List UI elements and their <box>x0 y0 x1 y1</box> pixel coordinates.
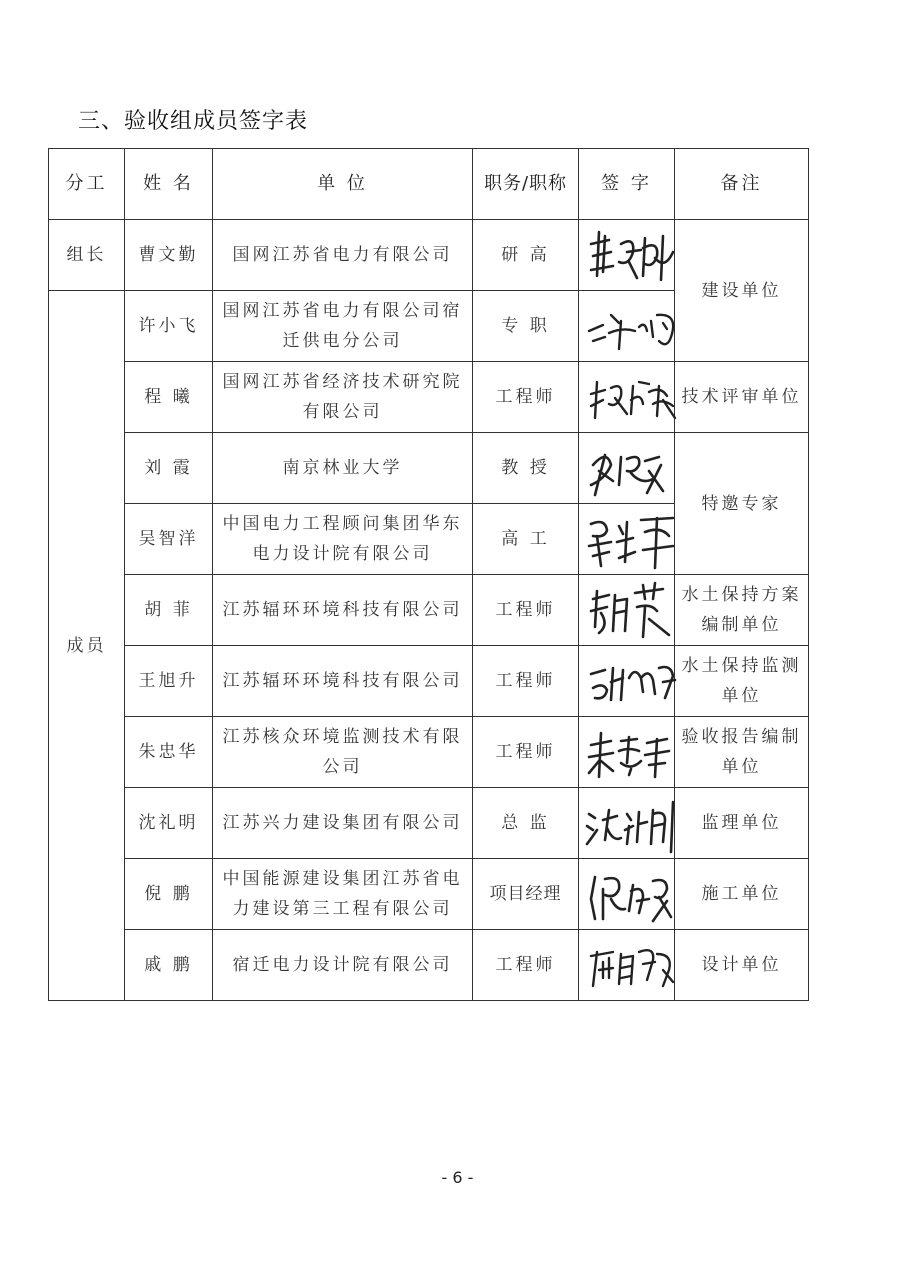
role-members: 成员 <box>49 291 125 1001</box>
remark-construction: 建设单位 <box>675 220 809 362</box>
header-name: 姓 名 <box>125 149 213 220</box>
member-unit: 江苏核众环境监测技术有限公司 <box>213 717 473 788</box>
header-unit: 单 位 <box>213 149 473 220</box>
member-unit: 江苏辐环环境科技有限公司 <box>213 646 473 717</box>
member-position: 工程师 <box>473 362 579 433</box>
member-unit: 国网江苏省经济技术研究院有限公司 <box>213 362 473 433</box>
remark-report: 验收报告编制单位 <box>675 717 809 788</box>
member-name: 沈礼明 <box>125 788 213 859</box>
table-row <box>49 433 809 504</box>
member-unit: 江苏兴力建设集团有限公司 <box>213 788 473 859</box>
member-name: 吴智洋 <box>125 504 213 575</box>
remark-experts: 特邀专家 <box>675 433 809 575</box>
signature <box>579 717 675 788</box>
remark-builder: 施工单位 <box>675 859 809 930</box>
remark-soil-monitor: 水土保持监测单位 <box>675 646 809 717</box>
member-position: 研 高 <box>473 220 579 291</box>
member-unit: 江苏辐环环境科技有限公司 <box>213 575 473 646</box>
member-unit: 中国能源建设集团江苏省电力建设第三工程有限公司 <box>213 859 473 930</box>
member-position: 工程师 <box>473 646 579 717</box>
table-row <box>49 575 809 646</box>
signature <box>579 220 675 291</box>
table-row <box>49 362 809 433</box>
member-name: 王旭升 <box>125 646 213 717</box>
role-leader: 组长 <box>49 220 125 291</box>
member-position: 工程师 <box>473 575 579 646</box>
member-position: 高 工 <box>473 504 579 575</box>
header-row <box>49 149 809 220</box>
header-role: 分工 <box>49 149 125 220</box>
member-position: 专 职 <box>473 291 579 362</box>
page-number: - 6 - <box>441 1168 474 1187</box>
remark-tech-review: 技术评审单位 <box>675 362 809 433</box>
signature <box>579 504 675 575</box>
signature-table <box>48 148 809 1001</box>
member-name: 朱忠华 <box>125 717 213 788</box>
member-name: 程 曦 <box>125 362 213 433</box>
member-position: 教 授 <box>473 433 579 504</box>
member-name: 刘 霞 <box>125 433 213 504</box>
signature <box>579 930 675 1001</box>
member-unit: 国网江苏省电力有限公司 <box>213 220 473 291</box>
table-row <box>49 220 809 291</box>
member-name: 倪 鹏 <box>125 859 213 930</box>
table-row <box>49 646 809 717</box>
member-position: 项目经理 <box>473 859 579 930</box>
page-title: 三、验收组成员签字表 <box>78 109 309 134</box>
member-name: 胡 菲 <box>125 575 213 646</box>
member-name: 曹文勤 <box>125 220 213 291</box>
signature <box>579 575 675 646</box>
header-remark: 备注 <box>675 149 809 220</box>
header-position: 职务/职称 <box>473 149 579 220</box>
table-row <box>49 930 809 1001</box>
signature <box>579 859 675 930</box>
member-position: 总 监 <box>473 788 579 859</box>
member-unit: 国网江苏省电力有限公司宿迁供电分公司 <box>213 291 473 362</box>
member-position: 工程师 <box>473 930 579 1001</box>
table-row <box>49 788 809 859</box>
table-row <box>49 717 809 788</box>
member-unit: 宿迁电力设计院有限公司 <box>213 930 473 1001</box>
member-unit: 中国电力工程顾问集团华东电力设计院有限公司 <box>213 504 473 575</box>
signature <box>579 646 675 717</box>
member-name: 戚 鹏 <box>125 930 213 1001</box>
signature <box>579 433 675 504</box>
signature <box>579 291 675 362</box>
remark-soil-plan: 水土保持方案编制单位 <box>675 575 809 646</box>
member-name: 许小飞 <box>125 291 213 362</box>
signature <box>579 362 675 433</box>
header-signature: 签 字 <box>579 149 675 220</box>
remark-design: 设计单位 <box>675 930 809 1001</box>
member-unit: 南京林业大学 <box>213 433 473 504</box>
remark-supervision: 监理单位 <box>675 788 809 859</box>
signature <box>579 788 675 859</box>
table-row <box>49 859 809 930</box>
member-position: 工程师 <box>473 717 579 788</box>
